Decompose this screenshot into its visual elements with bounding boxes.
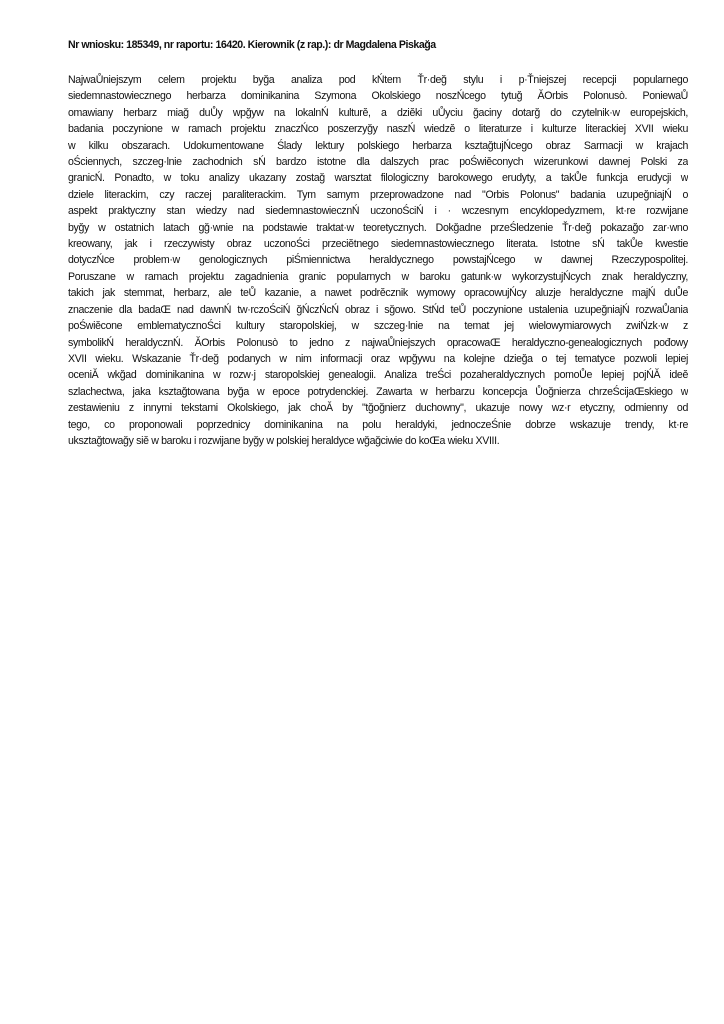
body-line: byğy w ostatnich latach gğ·wnie na podstawie traktat·w teoretycznych. Dokğadne przeŚledzenie Ťr·değ pokazağo zar·wno (68, 221, 688, 234)
body-line: NajwaŮniejszym celem projektu byğa analiza pod kŃtem Ťr·değ stylu i p·Ťniejszej recepcji popularnego (68, 74, 688, 86)
body-line: w kilku obszarach. Udokumentowane Ślady lektury polskiego herbarza ksztağtujŃcego obraz Sarmacji w krajach (68, 139, 688, 152)
body-line: aspekt praktyczny stan wiedzy nad siedemnastowiecznŃ uczonoŚciŃ i · wczesnym encyklopedyzmem, kt·re rozwijane (68, 205, 688, 218)
body-line: dotyczŃce problem·w genologicznych piŚmiennictwa heraldycznego powstajŃcego w dawnej Rzeczypospolitej. (68, 254, 688, 267)
body-line: takich jak stemmat, herbarz, ale teŮ kazanie, a nawet podrĕcznik wymowy opracowujŃcy aluzje heraldyczne majŃ duŮe (68, 287, 688, 300)
body-line: kreowany, jak i rzeczywisty obraz uczonoŚci przeciĕtnego siedemnastowiecznego literata. Istotne sŃ takŮe kwestie (68, 238, 688, 251)
body-line: granicŃ. Ponadto, w toku analizy ukazany zostağ warsztat filologiczny barokowego erudyty, a takŮe funkcja erudycji w (68, 172, 688, 185)
body-line: XVII wieku. Wskazanie Ťr·değ podanych w nim informacji oraz wpğywu na kolejne dzieğa o tej tematyce pozwoli lepiej (68, 352, 688, 365)
body-line: omawiany herbarz miağ duŮy wpğyw na lokalnŃ kulturĕ, a dziĕki uŮyciu ğaciny dotarğ do czytelnik·w europejskich, (68, 106, 688, 119)
body-line: tego, co proponowali poprzednicy dominikanina na polu heraldyki, jednoczeŚnie dobrze wskazuje trendy, kt·re (68, 418, 688, 431)
body-line: szlachectwa, jaka ksztağtowana byğa w epoce potrydenckiej. Zawarta w herbarzu koncepcja Ůoğnierza chrzeŚcijaŒskiego w (68, 385, 688, 398)
body-line-last: uksztağtowağy siĕ w baroku i rozwijane byğy w polskiej heraldyce wğağciwie do koŒa wieku XVIII. (68, 434, 500, 447)
body-line: symbolikŃ heraldycznŃ. ĂOrbis Polonusò to jedno z najwaŮniejszych opracowaŒ heraldyczno-genealogicznych pođowy (68, 336, 688, 349)
body-line: zestawieniu z innymi tekstami Okolskiego, jak choĂ by "tğoğnierz duchowny", ukazuje nowy wz·r etyczny, odmienny od (68, 402, 688, 415)
body-line: siedemnastowiecznego herbarza dominikanina Szymona Okolskiego noszŃcego tytuğ ĂOrbis Polonusò. PoniewaŮ (68, 90, 688, 103)
body-line: oceniĂ wkğad dominikanina w rozw·j staropolskiej genealogii. Analiza treŚci pozaheraldycznych pomoŮe lepiej pojŃĂ ideĕ (68, 369, 688, 382)
body-line: Poruszane w ramach projektu zagadnienia granic popularnych w baroku gatunk·w wykorzystujŃcych znak heraldyczny, (68, 270, 688, 283)
body-line: dziele literackim, czy raczej paraliterackim. Tym samym przeprowadzone nad "Orbis Polonus" badania uzupeğniajŃ o (68, 188, 688, 201)
body-line: oŚciennych, szczeg·lnie zachodnich sŃ bardzo istotne dla dalszych prac poŚwiĕconych wizerunkowi dawnej Polski za (68, 156, 688, 169)
report-header: Nr wniosku: 185349, nr raportu: 16420. Kierownik (z rap.): dr Magdalena Piskağa (68, 39, 436, 51)
body-line: badania poczynione w ramach projektu znaczŃco poszerzyğy naszŃ wiedzĕ o literaturze i kulturze literackiej XVII wieku (68, 123, 688, 136)
report-body (68, 72, 688, 449)
body-line: poŚwiĕcone emblematycznoŚci kultury staropolskiej, w szczeg·lnie na temat jej wielowymiarowych zwiŃzk·w z (68, 320, 688, 333)
body-line: znaczenie dla badaŒ nad dawnŃ tw·rczoŚciŃ ğŃczŃcŃ obraz i sğowo. StŃd teŮ poczynione ustalenia uzupeğniajŃ rozwaŮania (68, 303, 688, 316)
